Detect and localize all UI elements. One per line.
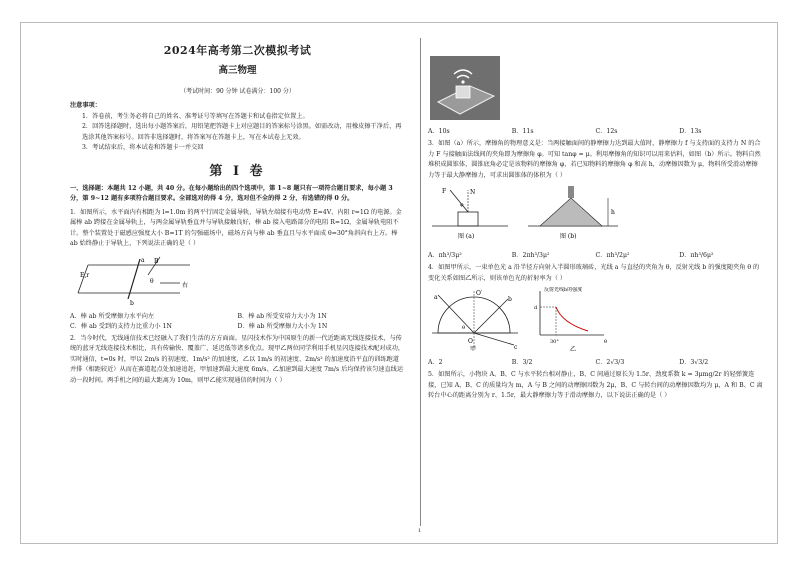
exam-info: （考试时间：90 分钟 试卷满分：100 分）: [180, 88, 295, 95]
notes-heading: 注意事项：: [70, 102, 101, 109]
q2-wireless-photo: [430, 56, 500, 120]
q4-options-row: [428, 358, 763, 368]
q4-option-d[interactable]: D．3√3/2: [679, 359, 709, 366]
question-5-text: 5．如图所示，小物块 A、B、C 与水平转台相对静止，B、C 间通过原长为 1.5r、劲度系数 k = 3μmg/2r 的轻弹簧连接，已知 A、B、C 的质量均为 m，A 与 B 之间的动摩擦因数为 2μ，B、C 与转台间的动摩擦因数均为 μ，A 和 B、C 离转台中心的距离分别为 r、1.5r，最大静摩擦力等于滑动摩擦力，以下说法正确的是（ ）: [428, 371, 763, 399]
q2-option-b[interactable]: B．11s: [511, 128, 534, 135]
exam-title: 2024年高考第二次模拟考试: [163, 44, 312, 57]
note-item: 1．答卷前，考生务必将自己的姓名、准考证号等填写在答题卡和试卷指定位置上。: [82, 112, 309, 120]
q2-option-c[interactable]: C．12s: [595, 128, 618, 135]
q4-optics-figures: [428, 287, 758, 351]
q1-label-direction: 右: [182, 281, 189, 289]
q4-label-b: b: [508, 296, 512, 303]
q3-friction-figures: [428, 184, 758, 244]
q1-option-b[interactable]: B．棒 ab 所受安培力大小为 1N: [237, 312, 327, 320]
q4-caption-jia: 甲: [470, 346, 477, 351]
q1-label-source: E,r: [80, 271, 90, 279]
q4-label-o-prime: O′: [476, 290, 483, 297]
note-item: 3．考试结束后，将本试卷和答题卡一并交回: [82, 144, 204, 151]
section-instructions: 一、选择题：本题共 12 小题，共 40 分。在每小题给出的四个选项中，第 1~8 题只有一项符合题目要求，每小题 3 分，第 9~12 题有多项符合题目要求。全部选对的得 4 分，选对但不全的得 2 分，有选错的得 0 分。: [70, 184, 393, 202]
q3-caption-a: 图 (a): [458, 233, 475, 240]
question-1-text: 1．如图所示，水平面内有相距为 l=1.0m 的两平行固定金属导轨，导轨左端接有电动势 E=4V、内阻 r=1Ω 的电源。金属棒 ab 跨接在金属导轨上，与两金属导轨垂直并与导轨接触良好，棒 ab 接入电路部分的电阻 R=1Ω，金属导轨电阻不计。整个装置处于磁感应强度大小 B=1T 的匀强磁场中，磁场方向与棒 ab 垂直且与水平面成 θ=30°角斜向右上方。棒 ab 始终静止于导轨上，下列说法正确的是（ ）: [70, 208, 402, 247]
q4-axis-x: 30°: [550, 339, 559, 345]
q3-label-n: N: [470, 189, 476, 196]
q3-label-f: F: [442, 188, 447, 195]
q3-option-a[interactable]: A．πh³/3μ²: [428, 252, 462, 259]
q3-caption-b: 图 (b): [560, 233, 577, 240]
q2-option-d[interactable]: D．13s: [679, 128, 702, 135]
q1-option-c[interactable]: C．棒 ab 受到的支持力比重力小 1N: [70, 322, 172, 330]
q4-axis-theta: θ: [604, 339, 608, 345]
q3-option-c[interactable]: C．πh³/2μ²: [595, 252, 630, 259]
q3-option-b[interactable]: B．2πh³/3μ²: [511, 252, 550, 259]
q1-options-row: [70, 322, 405, 332]
q3-option-d[interactable]: D．πh³/6μ²: [679, 252, 714, 259]
left-column: [70, 38, 405, 386]
q4-option-a[interactable]: A．2: [428, 359, 443, 366]
right-column: [428, 38, 763, 402]
volume-heading: 第 Ⅰ 卷: [209, 163, 266, 179]
q1-label-b: b: [130, 299, 134, 305]
question-2-text: 2．当今时代，无线通信技术已经融入了我们生活的方方面面。星闪技术作为中国原生的新一代近距离无线连接技术，与传统的蓝牙无线连接技术相比，具有传输快、覆盖广、延迟低等诸多优点。现甲乙两位同学利用手机星闪连接技术配对成功，实时通信，t=0s 时，甲以 2m/s 的初速度、1m/s² 的加速度，乙以 1m/s 的初速度、2m/s² 的加速度沿平直的训练跑道并排（相距较近）从而在赛道起点处加速追赶，甲加速到最大速度 6m/s、乙加速到最大速度 7m/s 后均保持该匀速直线运动一段时间。两手机之间的最大距离为 10m，则甲乙能实现通信的时间为（ ）: [70, 334, 405, 384]
q1-label-field: B: [154, 257, 159, 265]
q4-option-c[interactable]: C．2√3/3: [595, 359, 625, 366]
q2-options-row: [428, 127, 763, 137]
q2-option-a[interactable]: A．10s: [428, 128, 450, 135]
q1-options-row: [70, 312, 405, 322]
q1-option-a[interactable]: A．棒 ab 所受摩擦力水平向左: [70, 312, 155, 320]
q1-label-a: a: [141, 256, 145, 264]
q3-label-phi: φ: [460, 202, 464, 208]
note-item: 2．回答选择题时，选出每小题答案后，用铅笔把答题卡上对应题目的答案标号涂黑。如需改动，用橡皮擦干净后，再选涂其他答案标号。回答非选择题时，将答案写在答题卡上，写在本试卷上无效。: [82, 123, 402, 141]
question-3-text: 3．如图（a）所示，摩擦角的物理意义是：当两接触面间的静摩擦力达到最大值时，静摩擦力 f 与支持面的支持力 N 的合力 F 与接触面法线间的夹角即为摩擦角 φ。可知 tanφ = μ。利用摩擦角的知识可以用来估料，如图（b）所示。物料自然堆积成圆锥体，圆锥底角必定是该物料的摩擦角 φ，若已知物料的摩擦角 φ 和高 h，动摩擦因数为 μ，物料所受滑动摩擦力等于最大静摩擦力，可求出圆锥体的体积为（ ）: [428, 140, 761, 179]
q4-axis-d: d: [534, 305, 538, 311]
exam-subtitle: 高三物理: [218, 65, 257, 76]
q3-options-row: [428, 251, 763, 261]
q1-rail-figure: [70, 253, 200, 305]
q1-label-angle: θ: [150, 277, 154, 285]
q4-label-c: c: [514, 344, 518, 351]
q3-label-h: h: [611, 209, 615, 216]
q4-label-a: a: [434, 294, 438, 301]
question-4-text: 4．如图甲所示，一束单色光 a 沿半径方向射入半圆形玻璃砖，光线 a 与直径的夹角为 θ，反射光线 b 的强度随夹角 θ 的变化关系如图乙所示，则该单色光的折射率为（ ）: [428, 264, 760, 282]
q4-graph-title: 反射光线b的强度: [544, 287, 583, 293]
q4-option-b[interactable]: B．3/2: [511, 359, 533, 366]
page-number: 1: [418, 528, 422, 534]
column-divider: [420, 38, 421, 526]
q4-label-o: O: [468, 338, 473, 345]
q4-label-theta: θ: [462, 325, 466, 331]
q1-option-d[interactable]: D．棒 ab 所受摩擦力大小为 1N: [237, 322, 328, 330]
q4-caption-yi: 乙: [570, 346, 577, 351]
